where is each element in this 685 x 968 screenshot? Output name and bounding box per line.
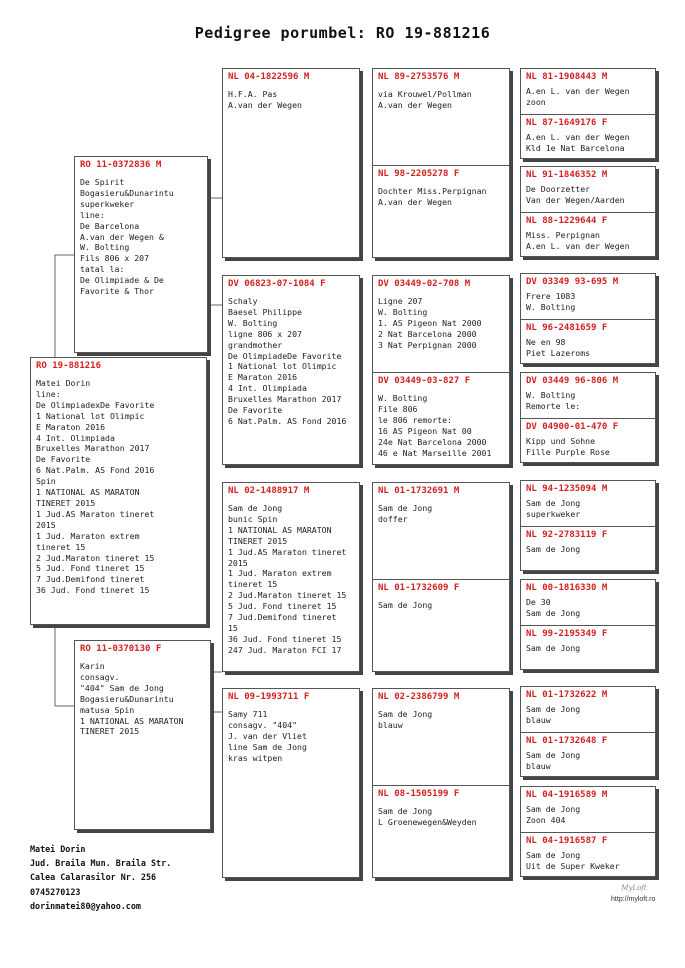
sire-info-line: De Barcelona <box>80 220 140 231</box>
gggp-ring: NL 81-1908443 M <box>526 72 608 82</box>
subject-info-line: 1 Jud. Maraton extrem <box>36 530 140 541</box>
gggp-info-line: Fille Purple Rose <box>526 446 610 457</box>
great-grandparent-cell[interactable] <box>373 276 509 372</box>
grandparent-card[interactable] <box>222 688 360 878</box>
grandparent-info-line: ligne 806 x 207 <box>228 328 302 339</box>
grandparent-info-line: 7 Jud.Demifond tineret <box>228 612 337 623</box>
gggp-ring: DV 03449 96-806 M <box>526 376 619 386</box>
gggp-info-line: W. Bolting <box>526 390 576 400</box>
gggp-ring: NL 88-1229644 F <box>526 216 608 226</box>
gggp-pair <box>520 273 656 364</box>
grandparent-info-line: A.van der Wegen <box>228 99 302 110</box>
grandparent-info-line: 247 Jud. Maraton FCI 17 <box>228 644 342 655</box>
sire-info-line: superkweker <box>80 198 135 209</box>
gggp-info-line: De Doorzetter <box>526 184 591 194</box>
myloft-logo: MyLoft <box>621 884 647 892</box>
great-grandparent-info-line: 1. AS Pigeon Nat 2000 <box>378 317 482 328</box>
gggp-info-line: A.en L. van der Wegen <box>526 132 630 142</box>
grandparent-info-line: 15 <box>228 622 238 633</box>
subject-info-line: 4 Int. Olimpiada <box>36 432 115 443</box>
gggp-info-line: Remorte le: <box>526 400 581 411</box>
owner-phone: 0745270123 <box>30 886 81 897</box>
gggp-cell[interactable] <box>521 580 655 625</box>
great-grandparent-cell[interactable] <box>373 373 509 464</box>
great-grandparent-info-line: Ligne 207 <box>378 296 423 306</box>
great-grandparent-info-line: W. Bolting <box>378 306 428 317</box>
gggp-ring: NL 00-1816330 M <box>526 583 608 593</box>
site-link[interactable]: http://myloft.ro <box>611 896 656 903</box>
great-grandparent-pair <box>372 275 510 465</box>
great-grandparent-ring: NL 02-2386799 M <box>378 692 460 702</box>
great-grandparent-ring: NL 01-1732691 M <box>378 486 460 496</box>
gggp-pair <box>520 480 656 571</box>
grandparent-info-line: line Sam de Jong <box>228 741 307 752</box>
grandparent-info-line: 2015 <box>228 557 248 568</box>
gggp-cell[interactable] <box>521 274 655 319</box>
gggp-cell[interactable] <box>521 787 655 832</box>
grandparent-info-line: Samy 711 <box>228 709 268 719</box>
gggp-ring: DV 03349 93-695 M <box>526 277 619 287</box>
great-grandparent-info-line: 16 AS Pigeon Nat 00 <box>378 425 472 436</box>
grandparent-ring: NL 09-1993711 F <box>228 692 310 702</box>
subject-info-line: 5 Jud. Fond tineret 15 <box>36 563 145 574</box>
great-grandparent-cell[interactable] <box>373 69 509 165</box>
grandparent-info-line: E Maraton 2016 <box>228 372 298 383</box>
grandparent-info-line: Baesel Philippe <box>228 306 302 317</box>
great-grandparent-info-line: L Groenewegen&Weyden <box>378 816 477 827</box>
gggp-info-line: Kld 1e Nat Barcelona <box>526 142 625 153</box>
grandparent-info-line: 4 Int. Olimpiada <box>228 383 307 394</box>
great-grandparent-cell[interactable] <box>373 483 509 579</box>
subject-info-line: De Favorite <box>36 454 91 465</box>
gggp-info-line: Sam de Jong <box>526 704 581 714</box>
gggp-info-line: Uit de Super Kweker <box>526 860 620 871</box>
grandparent-info-line: 36 Jud. Fond tineret 15 <box>228 633 342 644</box>
gggp-cell[interactable] <box>521 373 655 418</box>
grandparent-ring: NL 04-1822596 M <box>228 72 310 82</box>
grandparent-info-line: Schaly <box>228 296 258 306</box>
gggp-cell[interactable] <box>521 69 655 114</box>
gggp-info-line: Sam de Jong <box>526 804 581 814</box>
dam-info-line: Karin <box>80 661 105 671</box>
gggp-info-line: A.en L. van der Wegen <box>526 86 630 96</box>
gggp-cell[interactable] <box>521 733 655 776</box>
great-grandparent-info-line: doffer <box>378 513 408 524</box>
sire-info-line: Bogasieru&Dunarintu <box>80 187 174 198</box>
grandparent-ring: NL 02-1488917 M <box>228 486 310 496</box>
gggp-pair <box>520 579 656 670</box>
dam-info-line: "404" Sam de Jong <box>80 682 164 693</box>
great-grandparent-info-line: Sam de Jong <box>378 709 433 719</box>
sire-info-line: W. Bolting <box>80 242 130 253</box>
sire-ring: RO 11-0372836 M <box>80 160 162 170</box>
gggp-ring: NL 94-1235094 M <box>526 484 608 494</box>
gggp-cell[interactable] <box>521 527 655 570</box>
gggp-info-line: Piet Lazeroms <box>526 347 591 358</box>
great-grandparent-ring: DV 03449-02-708 M <box>378 279 471 289</box>
gggp-ring: NL 04-1916587 F <box>526 836 608 846</box>
grandparent-info-line: consagv. "404" <box>228 719 298 730</box>
gggp-cell[interactable] <box>521 419 655 462</box>
great-grandparent-info-line: via Krouwel/Pollman <box>378 89 472 99</box>
dam-info-line: consagv. <box>80 671 120 682</box>
subject-info-line: 6 Nat.Palm. AS Fond 2016 <box>36 465 155 476</box>
gggp-ring: NL 87-1649176 F <box>526 118 608 128</box>
gggp-info-line: Frere 1083 <box>526 291 576 301</box>
grandparent-info-line: 1 Jud.AS Maraton tineret <box>228 546 347 557</box>
gggp-ring: NL 96-2481659 F <box>526 323 608 333</box>
subject-info-line: 7 Jud.Demifond tineret <box>36 574 145 585</box>
great-grandparent-info-line: 24e Nat Barcelona 2000 <box>378 436 487 447</box>
grandparent-info-line: grandmother <box>228 339 283 350</box>
grandparent-card[interactable] <box>222 482 360 672</box>
subject-info-line: tineret 15 <box>36 541 86 552</box>
great-grandparent-info-line: A.van der Wegen <box>378 196 452 207</box>
grandparent-card[interactable] <box>222 275 360 465</box>
dam-info-line: Bogasieru&Dunarintu <box>80 693 174 704</box>
gggp-cell[interactable] <box>521 481 655 526</box>
subject-info-line: 2 Jud.Maraton tineret 15 <box>36 552 155 563</box>
great-grandparent-ring: NL 01-1732609 F <box>378 583 460 593</box>
subject-info-line: 1 National lot Olimpic <box>36 410 145 421</box>
dam-ring: RO 11-0370130 F <box>80 644 162 654</box>
great-grandparent-pair <box>372 482 510 672</box>
sire-info-line: De Spirit <box>80 177 125 187</box>
gggp-ring: NL 91-1846352 M <box>526 170 608 180</box>
great-grandparent-info-line: le 806 remorte: <box>378 414 452 425</box>
grandparent-info-line: 1 NATIONAL AS MARATON <box>228 524 332 535</box>
gggp-info-line: superkweker <box>526 508 581 519</box>
great-grandparent-ring: DV 03449-03-827 F <box>378 376 471 386</box>
subject-info-line: 36 Jud. Fond tineret 15 <box>36 585 150 596</box>
gggp-info-line: blauw <box>526 760 551 771</box>
great-grandparent-cell[interactable] <box>373 580 509 671</box>
subject-info-line: Bruxelles Marathon 2017 <box>36 443 150 454</box>
gggp-pair <box>520 372 656 463</box>
gggp-ring: NL 01-1732648 F <box>526 736 608 746</box>
great-grandparent-info-line: blauw <box>378 719 403 730</box>
gggp-pair <box>520 786 656 877</box>
gggp-ring: NL 04-1916589 M <box>526 790 608 800</box>
dam-info-line: 1 NATIONAL AS MARATON <box>80 715 184 726</box>
gggp-pair <box>520 68 656 159</box>
sire-info-line: Fils 806 x 207 <box>80 253 150 264</box>
great-grandparent-info-line: Sam de Jong <box>378 503 433 513</box>
grandparent-info-line: bunic Spin <box>228 513 278 524</box>
sire-info-line: A.van der Wegen & <box>80 231 164 242</box>
great-grandparent-info-line: W. Bolting <box>378 393 428 403</box>
great-grandparent-cell[interactable] <box>373 166 509 257</box>
gggp-cell[interactable] <box>521 687 655 732</box>
great-grandparent-info-line: 2 Nat Barcelona 2000 <box>378 328 477 339</box>
grandparent-info-line: 1 National lot Olimpic <box>228 361 337 372</box>
subject-info-line: line: <box>36 388 61 399</box>
gggp-cell[interactable] <box>521 167 655 212</box>
subject-info-line: 2015 <box>36 519 56 530</box>
owner-contact-block <box>30 842 171 913</box>
grandparent-info-line: Bruxelles Marathon 2017 <box>228 394 342 405</box>
grandparent-card[interactable] <box>222 68 360 258</box>
grandparent-info-line: 2 Jud.Maraton tineret 15 <box>228 590 347 601</box>
sire-info-line: tatal la: <box>80 264 125 275</box>
subject-info-line: Matei Dorin <box>36 378 91 388</box>
great-grandparent-ring: NL 89-2753576 M <box>378 72 460 82</box>
grandparent-info-line: tineret 15 <box>228 579 278 590</box>
subject-info-line: 1 Jud.AS Maraton tineret <box>36 508 155 519</box>
grandparent-info-line: De OlimpiadeDe Favorite <box>228 350 342 361</box>
grandparent-info-line: W. Bolting <box>228 317 278 328</box>
great-grandparent-cell[interactable] <box>373 689 509 785</box>
grandparent-info-line: 5 Jud. Fond tineret 15 <box>228 601 337 612</box>
great-grandparent-cell[interactable] <box>373 786 509 877</box>
subject-info-line: De OlimpiadexDe Favorite <box>36 399 155 410</box>
great-grandparent-info-line: Sam de Jong <box>378 600 433 610</box>
grandparent-info-line: De Favorite <box>228 405 283 416</box>
gggp-cell[interactable] <box>521 833 655 876</box>
gggp-info-line: blauw <box>526 714 551 725</box>
gggp-info-line: Sam de Jong <box>526 607 581 618</box>
subject-info-line: E Maraton 2016 <box>36 421 106 432</box>
great-grandparent-info-line: Dochter Miss.Perpignan <box>378 186 487 196</box>
great-grandparent-info-line: A.van der Wegen <box>378 99 452 110</box>
great-grandparent-info-line: Sam de Jong <box>378 806 433 816</box>
grandparent-info-line: kras witpen <box>228 752 283 763</box>
great-grandparent-pair <box>372 68 510 258</box>
dam-info-line: TINERET 2015 <box>80 726 140 737</box>
gggp-cell[interactable] <box>521 115 655 158</box>
gggp-info-line: Sam de Jong <box>526 643 581 653</box>
subject-info-line: 1 NATIONAL AS MARATON <box>36 487 140 498</box>
gggp-ring: DV 04900-01-470 F <box>526 422 619 432</box>
sire-card[interactable] <box>74 156 208 353</box>
subject-ring: RO 19-881216 <box>36 361 102 371</box>
subject-info-line: TINERET 2015 <box>36 497 96 508</box>
gggp-cell[interactable] <box>521 626 655 669</box>
gggp-pair <box>520 166 656 257</box>
gggp-ring: NL 99-2195349 F <box>526 629 608 639</box>
gggp-info-line: Sam de Jong <box>526 498 581 508</box>
sire-info-line: Favorite & Thor <box>80 286 154 297</box>
sire-info-line: line: <box>80 209 105 220</box>
great-grandparent-info-line: 3 Nat Perpignan 2000 <box>378 339 477 350</box>
gggp-ring: NL 92-2783119 F <box>526 530 608 540</box>
grandparent-info-line: Sam de Jong <box>228 503 283 513</box>
subject-info-line: Spin <box>36 476 56 487</box>
owner-address-line: Jud. Braila Mun. Braila Str. <box>30 858 172 869</box>
gggp-info-line: Sam de Jong <box>526 750 581 760</box>
grandparent-info-line: 6 Nat.Palm. AS Fond 2016 <box>228 415 347 426</box>
gggp-info-line: Van der Wegen/Aarden <box>526 194 625 205</box>
owner-email[interactable]: dorinmatei80@yahoo.com <box>30 900 141 911</box>
gggp-info-line: A.en L. van der Wegen <box>526 240 630 251</box>
great-grandparent-info-line: File 806 <box>378 403 418 414</box>
grandparent-info-line: 1 Jud. Maraton extrem <box>228 568 332 579</box>
dam-info-line: matusa Spin <box>80 704 135 715</box>
gggp-info-line: W. Bolting <box>526 301 576 312</box>
gggp-info-line: Zoon 404 <box>526 814 566 825</box>
owner-name: Matei Dorin <box>30 844 86 854</box>
gggp-cell[interactable] <box>521 320 655 363</box>
grandparent-info-line: J. van der Vliet <box>228 730 307 741</box>
gggp-pair <box>520 686 656 777</box>
gggp-ring: NL 01-1732622 M <box>526 690 608 700</box>
great-grandparent-ring: NL 08-1505199 F <box>378 789 460 799</box>
gggp-info-line: Ne en 98 <box>526 337 566 347</box>
gggp-info-line: De 30 <box>526 597 551 607</box>
grandparent-info-line: H.F.A. Pas <box>228 89 278 99</box>
great-grandparent-ring: NL 98-2205278 F <box>378 169 460 179</box>
grandparent-info-line: TINERET 2015 <box>228 535 288 546</box>
owner-address-line: Calea Calarasilor Nr. 256 <box>30 872 157 883</box>
gggp-info-line: Miss. Perpignan <box>526 230 600 240</box>
subject-pigeon-card[interactable] <box>30 357 207 625</box>
dam-card[interactable] <box>74 640 211 830</box>
great-grandparent-pair <box>372 688 510 878</box>
gggp-cell[interactable] <box>521 213 655 256</box>
great-grandparent-info-line: 46 e Nat Marseille 2001 <box>378 447 492 458</box>
gggp-info-line: Sam de Jong <box>526 544 581 554</box>
gggp-info-line: Sam de Jong <box>526 850 581 860</box>
page-title: Pedigree porumbel: RO 19-881216 <box>194 24 491 42</box>
gggp-info-line: zoon <box>526 96 546 107</box>
sire-info-line: De Olimpiade & De <box>80 275 164 286</box>
gggp-info-line: Kipp und Sohne <box>526 436 596 446</box>
grandparent-ring: DV 06823-07-1084 F <box>228 279 326 289</box>
